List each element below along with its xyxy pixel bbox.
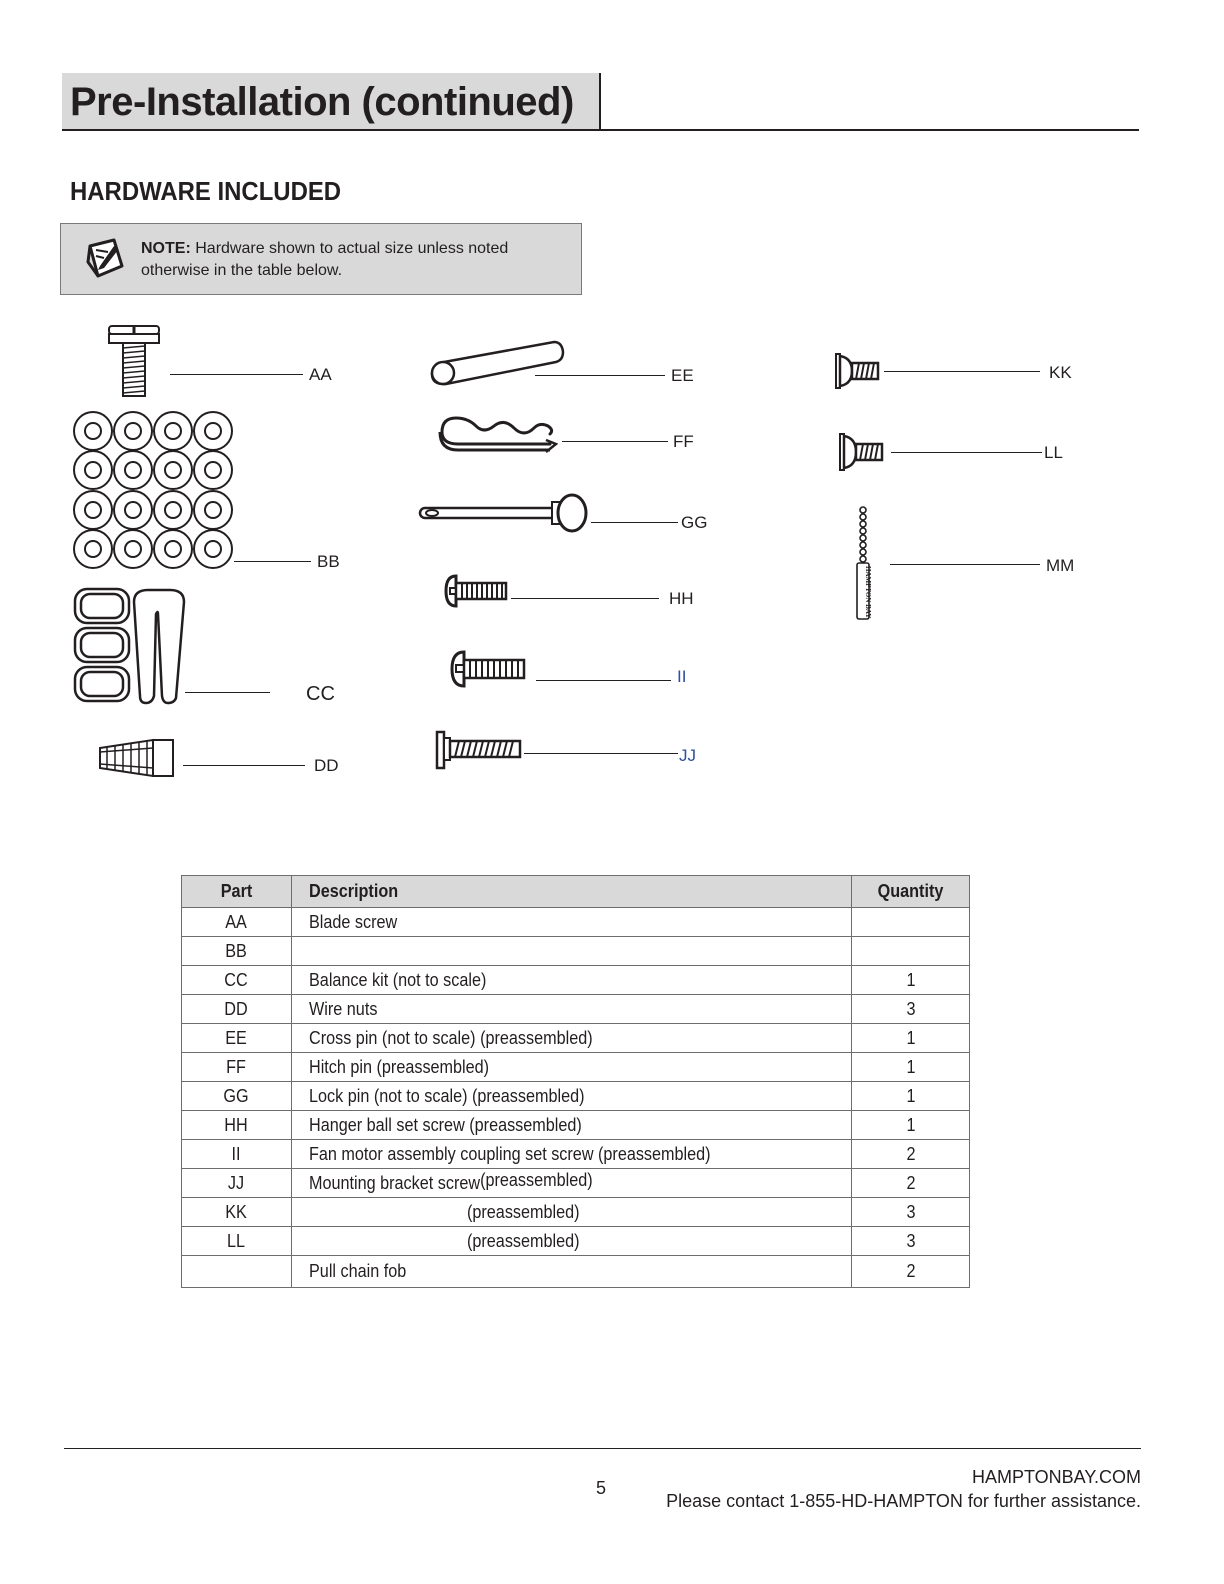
part-description: Hitch pin (preassembled) [308, 1056, 489, 1077]
lock-pin-icon [418, 492, 590, 534]
note-pencil-icon [84, 236, 128, 282]
kk-screw-icon [834, 352, 880, 390]
part-quantity: 1 [906, 1027, 916, 1048]
label-ll: LL [1044, 443, 1063, 462]
part-quantity: 1 [906, 969, 916, 990]
label-mm: MM [1046, 556, 1075, 575]
wire-nut-icon [97, 738, 177, 778]
table-row [182, 1169, 970, 1198]
hitch-pin-icon [438, 414, 558, 456]
footer-contact: Please contact 1-855-HD-HAMPTON for further assistance. [666, 1491, 1141, 1511]
table-row [182, 995, 970, 1024]
table-row [182, 1053, 970, 1082]
section-heading: HARDWARE INCLUDED [70, 176, 342, 206]
part-description: Fan motor assembly coupling set screw (preassembled) [308, 1143, 711, 1164]
part-quantity: 1 [906, 1056, 916, 1077]
part-quantity: 3 [906, 998, 916, 1019]
part-code: AA [225, 911, 248, 932]
part-quantity: 3 [906, 1230, 916, 1251]
label-hh: HH [669, 589, 694, 608]
label-ff: FF [673, 432, 694, 451]
table-row [182, 1111, 970, 1140]
table-row [182, 1198, 970, 1227]
table-row [182, 908, 970, 937]
fob-text: HAMPTON BAY [864, 566, 872, 619]
part-quantity: 2 [906, 1143, 916, 1164]
part-code: GG [223, 1085, 249, 1106]
part-code: JJ [228, 1172, 245, 1193]
part-quantity: 2 [906, 1172, 916, 1193]
table-row [182, 1256, 970, 1288]
page-number: 5 [596, 1478, 607, 1498]
part-description: Mounting bracket screw [308, 1172, 480, 1193]
table-row [182, 1082, 970, 1111]
table-row [182, 1227, 970, 1256]
part-code: DD [224, 998, 249, 1019]
washers-icon [72, 410, 236, 572]
hanger-ball-set-screw-icon [442, 572, 508, 610]
part-quantity: 2 [906, 1261, 916, 1281]
part-description: Lock pin (not to scale) (preassembled) [308, 1085, 585, 1106]
part-code: LL [227, 1230, 246, 1251]
label-ee: EE [671, 366, 694, 385]
part-description: Cross pin (not to scale) (preassembled) [308, 1027, 593, 1048]
label-gg: GG [681, 513, 708, 532]
footer-website: HAMPTONBAY.COM [971, 1467, 1141, 1487]
header-description: Description [291, 876, 852, 908]
part-description: Pull chain fob [308, 1261, 406, 1281]
note-body: Hardware shown to actual size unless noted otherwise in the table below. [141, 240, 509, 279]
label-cc: CC [306, 683, 335, 705]
coupling-set-screw-icon [448, 648, 528, 690]
label-dd: DD [314, 756, 339, 775]
part-quantity: 1 [906, 1114, 916, 1135]
part-code: HH [224, 1114, 249, 1135]
part-description: Hanger ball set screw (preassembled) [308, 1114, 582, 1135]
page-title: Pre-Installation (continued) [70, 80, 574, 124]
part-description: (preassembled) [466, 1230, 580, 1251]
part-description: Balance kit (not to scale) [308, 969, 487, 990]
part-quantity: 3 [906, 1201, 916, 1222]
part-description-suffix: (preassembled) [479, 1169, 593, 1190]
label-bb: BB [317, 552, 340, 571]
label-jj: JJ [679, 746, 696, 765]
balance-kit-icon [72, 586, 188, 706]
table-row [182, 966, 970, 995]
header-part: Part [182, 876, 292, 908]
cross-pin-icon [430, 338, 566, 388]
header-quantity: Quantity [852, 876, 970, 908]
part-description: Blade screw [308, 911, 397, 932]
blade-screw-icon [106, 322, 162, 398]
table-row [182, 1140, 970, 1169]
part-description: (preassembled) [466, 1201, 580, 1222]
pull-chain-fob-icon [852, 506, 874, 622]
note-text [141, 238, 561, 282]
part-description: Wire nuts [308, 998, 378, 1019]
table-row [182, 937, 970, 966]
part-code: II [231, 1143, 241, 1164]
title-rule [62, 129, 1139, 131]
part-code: KK [225, 1201, 248, 1222]
table-row [182, 1024, 970, 1053]
label-ii: II [677, 667, 687, 686]
mounting-bracket-screw-icon [435, 730, 525, 770]
part-code: BB [225, 940, 248, 961]
note-label: NOTE: [141, 240, 191, 257]
part-code: FF [226, 1056, 247, 1077]
hardware-table [181, 875, 970, 1288]
label-aa: AA [309, 365, 332, 384]
part-code: EE [225, 1027, 248, 1048]
footer-rule [64, 1448, 1141, 1449]
table-header-row [182, 876, 970, 908]
label-kk: KK [1049, 363, 1072, 382]
ll-screw-icon [838, 432, 884, 472]
part-code: CC [224, 969, 249, 990]
part-quantity: 1 [906, 1085, 916, 1106]
